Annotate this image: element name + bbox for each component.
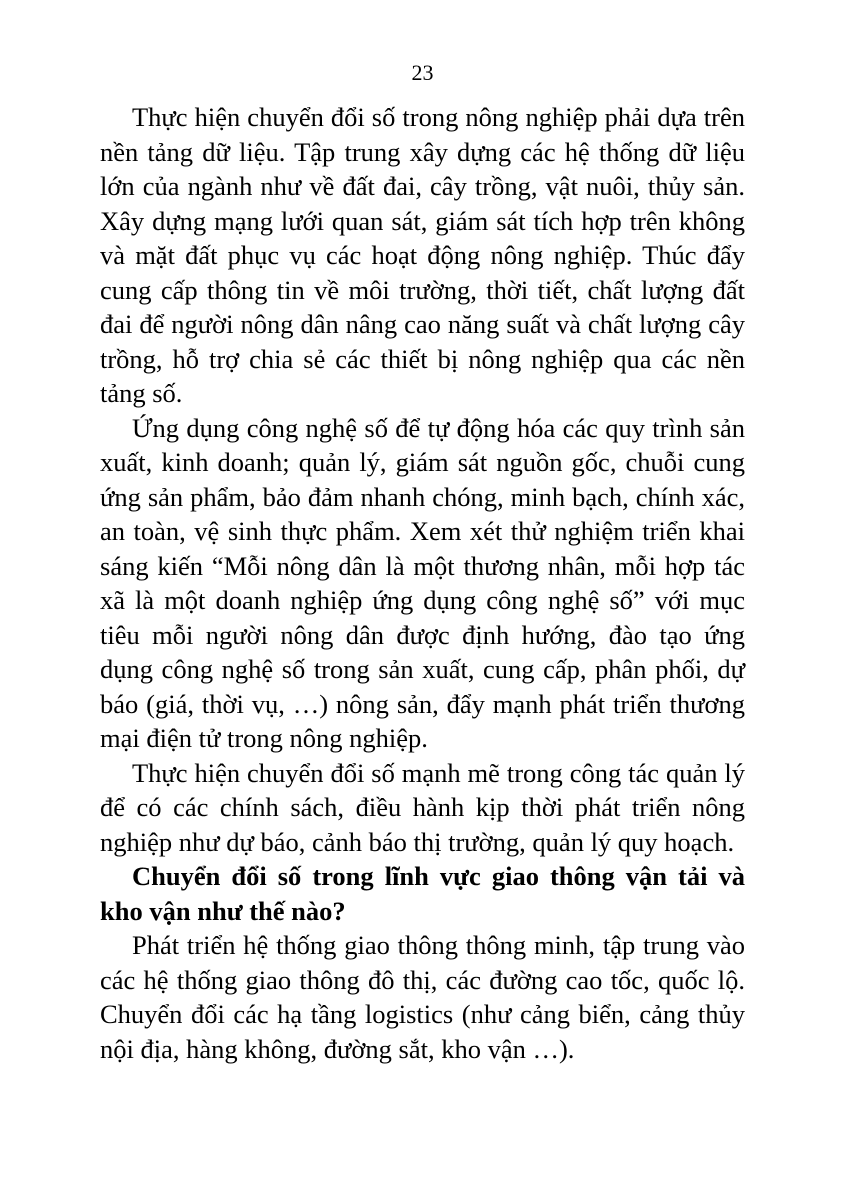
paragraph-agriculture-automation: Ứng dụng công nghệ số để tự động hóa các quy trình sản xuất, kinh doanh; quản lý, giám sát nguồn gốc, chuỗi cung ứng sản phẩm, bảo đảm nhanh chóng, minh bạch, chính xác, an toàn, vệ sinh thực phẩm. Xem xét thử nghiệm triển khai sáng kiến “Mỗi nông dân là một thương nhân, mỗi hợp tác xã là một doanh nghiệp ứng dụng công nghệ số” với mục tiêu mỗi người nông dân được định hướng, đào tạo ứng dụng công nghệ số trong sản xuất, cung cấp, phân phối, dự báo (giá, thời vụ, …) nông sản, đẩy mạnh phát triển thương mại điện tử trong nông nghiệp. bbox=[100, 412, 745, 753]
paragraph-agriculture-management: Thực hiện chuyển đổi số mạnh mẽ trong công tác quản lý để có các chính sách, điều hành kịp thời phát triển nông nghiệp như dự báo, cảnh báo thị trường, quản lý quy hoạch. bbox=[100, 757, 745, 857]
section-heading-transport: Chuyển đổi số trong lĩnh vực giao thông vận tải và kho vận như thế nào? bbox=[100, 861, 745, 926]
page-number: 23 bbox=[411, 60, 434, 85]
paragraph-agriculture-data: Thực hiện chuyển đổi số trong nông nghiệp phải dựa trên nền tảng dữ liệu. Tập trung xây dựng các hệ thống dữ liệu lớn của ngành như về đất đai, cây trồng, vật nuôi, thủy sản. Xây dựng mạng lưới quan sát, giám sát tích hợp trên không và mặt đất phục vụ các hoạt động nông nghiệp. Thúc đẩy cung cấp thông tin về môi trường, thời tiết, chất lượng đất đai để người nông dân nâng cao năng suất và chất lượng cây trồng, hỗ trợ chia sẻ các thiết bị nông nghiệp qua các nền tảng số. bbox=[100, 102, 745, 408]
paragraph-transport-logistics: Phát triển hệ thống giao thông thông minh, tập trung vào các hệ thống giao thông đô thị, các đường cao tốc, quốc lộ. Chuyển đổi các hạ tầng logistics (như cảng biển, cảng thủy nội địa, hàng không, đường sắt, kho vận …). bbox=[100, 930, 745, 1064]
document-body bbox=[100, 100, 745, 1066]
